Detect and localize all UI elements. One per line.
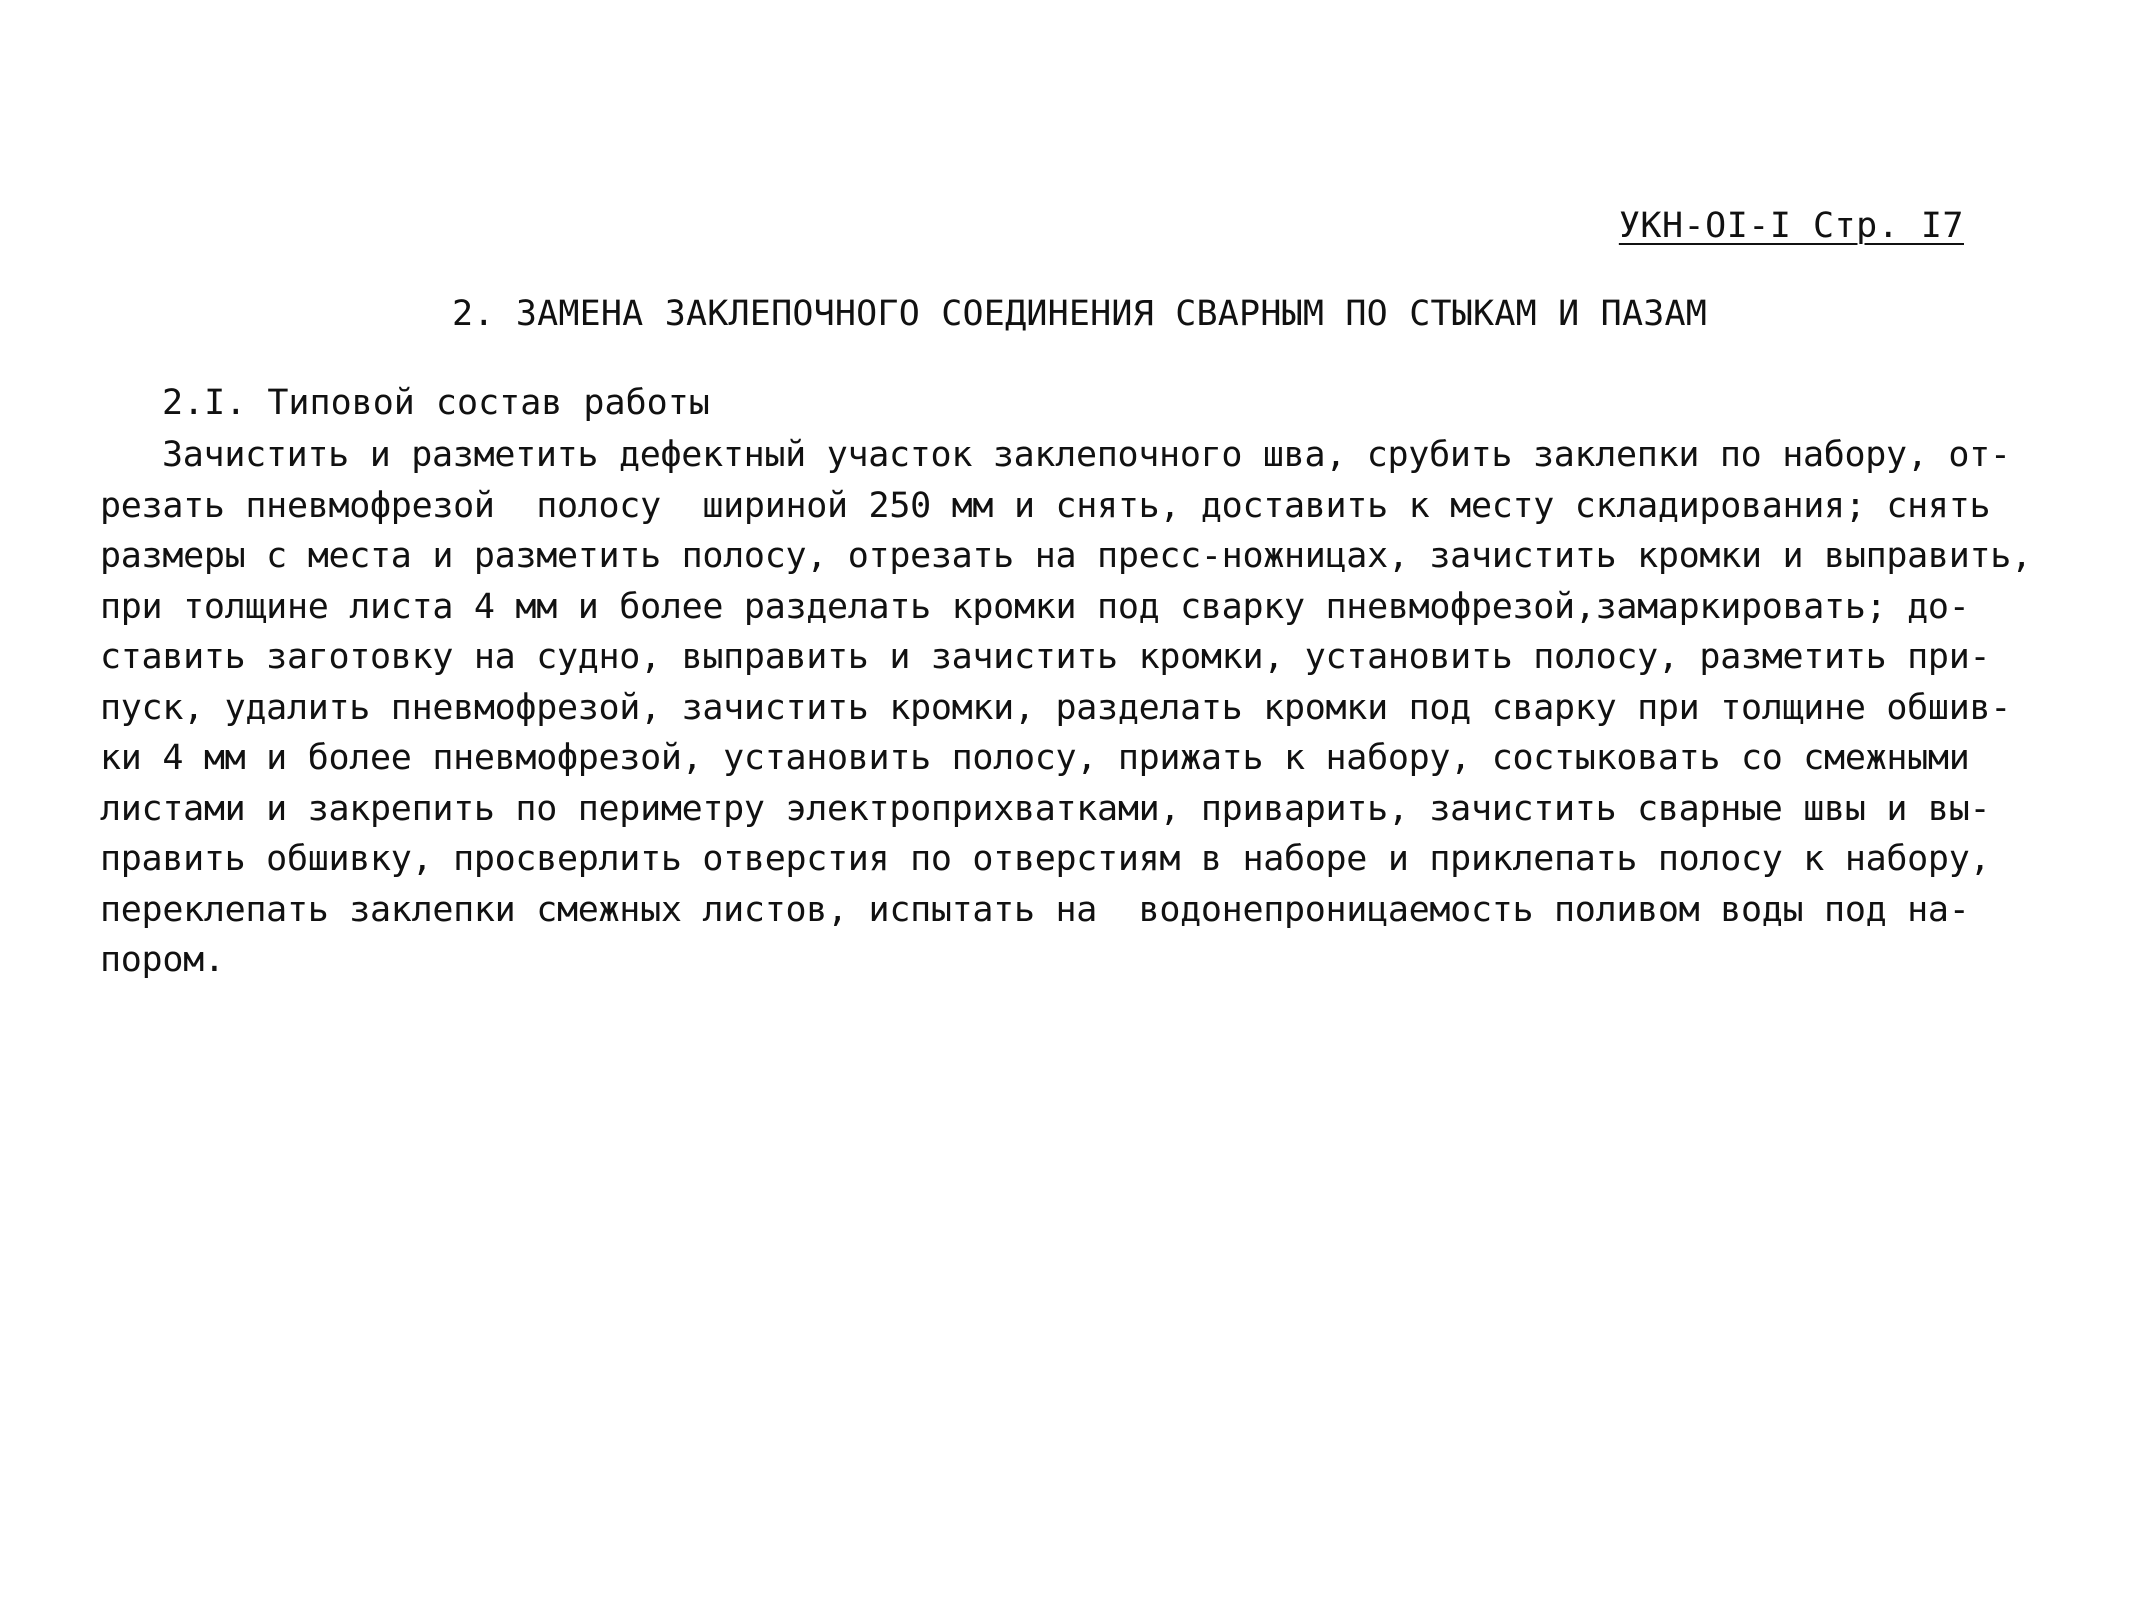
- body-paragraph: [100, 430, 2050, 986]
- body-line: размеры с места и разметить полосу, отрезать на пресс-ножницах, зачистить кромки и выправить,: [100, 536, 2032, 576]
- body-line: резать пневмофрезой полосу шириной 250 мм и снять, доставить к месту складирования; снять: [100, 485, 1991, 526]
- body-line: листами и закрепить по периметру электроприхватками, приварить, зачистить сварные швы и вы-: [100, 788, 1991, 829]
- body-line: пором.: [100, 940, 225, 980]
- section-title: 2. ЗАМЕНА ЗАКЛЕПОЧНОГО СОЕДИНЕНИЯ СВАРНЫМ ПО СТЫКАМ И ПАЗАМ: [452, 294, 1708, 334]
- subsection-title: 2.I. Типовой состав работы: [162, 383, 710, 423]
- body-line: переклепать заклепки смежных листов, испытать на водонепроницаемость поливом воды под на-: [100, 889, 1970, 930]
- body-line: при толщине листа 4 мм и более разделать кромки под сварку пневмофрезой,замаркировать; до-: [100, 586, 1970, 627]
- body-line: править обшивку, просверлить отверстия по отверстиям в наборе и приклепать полосу к набору,: [100, 839, 1991, 879]
- body-line: Зачистить и разметить дефектный участок заклепочного шва, срубить заклепки по набору, от-: [162, 435, 2011, 475]
- page-header: УКН-ОI-I Стр. I7: [1618, 206, 1964, 246]
- body-line: ставить заготовку на судно, выправить и зачистить кромки, установить полосу, разметить при-: [100, 637, 1991, 677]
- body-line: пуск, удалить пневмофрезой, зачистить кромки, разделать кромки под сварку при толщине обшив-: [100, 687, 2012, 728]
- body-line: ки 4 мм и более пневмофрезой, установить полосу, прижать к набору, состыковать со смежными: [100, 738, 1970, 778]
